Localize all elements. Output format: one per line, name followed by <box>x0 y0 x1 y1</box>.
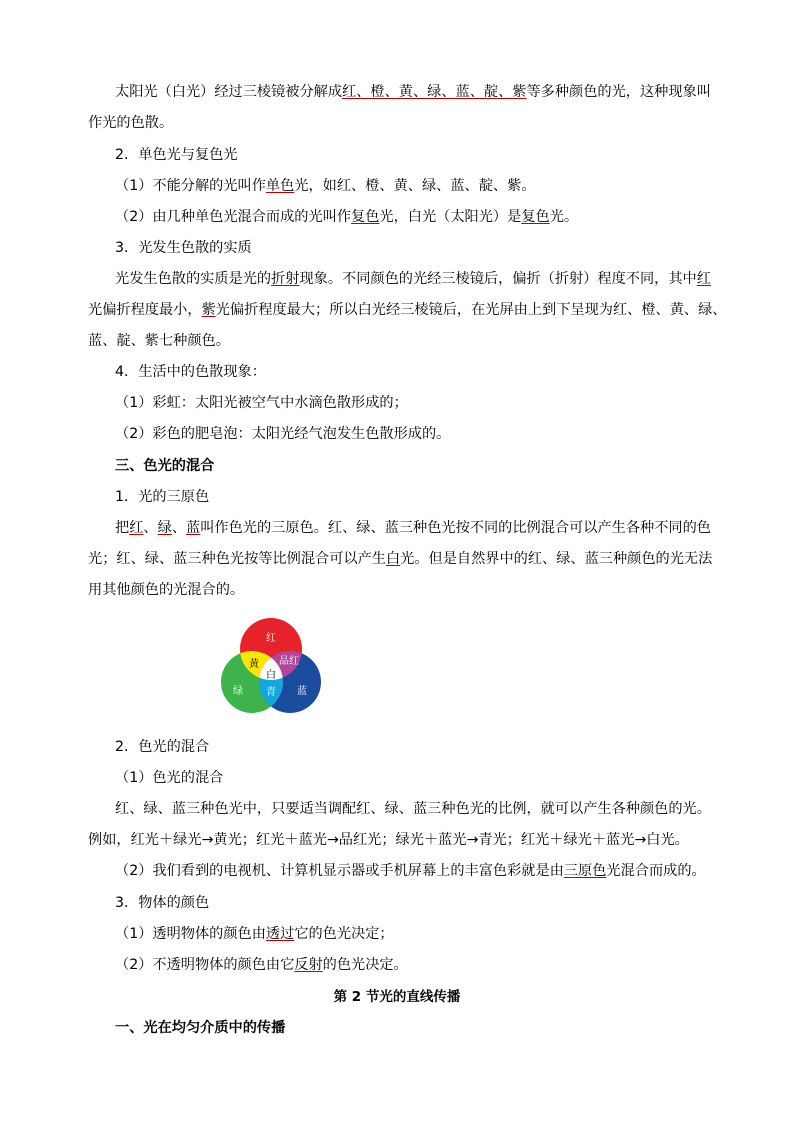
item-monochromatic: （1）不能分解的光叫作单色光，如红、橙、黄、绿、蓝、靛、紫。 <box>115 178 536 194</box>
label-yellow: 黄 <box>249 659 259 670</box>
item-opaque: （2）不透明物体的颜色由它反射的色光决定。 <box>115 957 408 973</box>
item-polychromatic: （2）由几种单色光混合而成的光叫作复色光，白光（太阳光）是复色光。 <box>115 209 579 225</box>
item-transparent: （1）透明物体的颜色由透过它的色光决定； <box>115 926 394 942</box>
heading-light-mixing: 2．色光的混合 <box>115 739 210 755</box>
heading-dispersion-essence: 3．光发生色散的实质 <box>115 240 252 256</box>
paragraph-dispersion: 太阳光（白光）经过三棱镜被分解成红、橙、黄、绿、蓝、靛、紫等多种颜色的光，这种现象叫 <box>115 84 711 100</box>
paragraph-primary-1: 把红、绿、蓝叫作色光的三原色。红、绿、蓝三种色光按不同的比例混合可以产生各种不同的色 <box>115 520 711 536</box>
heading-life-dispersion: 4．生活中的色散现象： <box>115 364 266 380</box>
paragraph-primary-3: 用其他颜色的光混合的。 <box>88 582 245 598</box>
paragraph-mixing-2: 例如，红光＋绿光→黄光；红光＋蓝光→品红光；绿光＋蓝光→青光；红光＋绿光＋蓝光→白光。 <box>88 832 689 848</box>
label-blue: 蓝 <box>297 686 307 697</box>
paragraph-essence-1: 光发生色散的实质是光的折射现象。不同颜色的光经三棱镜后，偏折（折射）程度不同，其中红 <box>115 271 711 287</box>
section-title: 第 2 节光的直线传播 <box>333 989 461 1005</box>
paragraph-essence-2: 光偏折程度最小，紫光偏折程度最大；所以白光经三棱镜后，在光屏由上到下呈现为红、橙、黄、绿、 <box>88 302 727 318</box>
subheading-light-mixing: （1）色光的混合 <box>115 770 224 786</box>
item-soap-bubble: （2）彩色的肥皂泡：太阳光经气泡发生色散形成的。 <box>115 426 451 442</box>
heading-uniform-medium: 一、光在均匀介质中的传播 <box>115 1020 286 1036</box>
label-white: 白 <box>266 670 276 681</box>
heading-color-mixing: 三、色光的混合 <box>115 458 215 474</box>
paragraph-essence-3: 蓝、靛、紫七种颜色。 <box>88 333 230 349</box>
heading-object-color: 3．物体的颜色 <box>115 895 210 911</box>
label-red: 红 <box>266 633 276 644</box>
dispersion-colors: 红、橙、黄、绿、蓝、靛、紫 <box>342 84 527 100</box>
rgb-venn-diagram <box>218 617 324 717</box>
item-screens: （2）我们看到的电视机、计算机显示器或手机屏幕上的丰富色彩就是由三原色光混合而成的。 <box>115 863 706 879</box>
heading-monochromatic: 2．单色光与复色光 <box>115 147 238 163</box>
item-rainbow: （1）彩虹：太阳光被空气中水滴色散形成的； <box>115 395 408 411</box>
heading-primary-colors: 1．光的三原色 <box>115 489 210 505</box>
label-green: 绿 <box>233 686 243 697</box>
paragraph-mixing-1: 红、绿、蓝三种色光中，只要适当调配红、绿、蓝三种色光的比例，就可以产生各种颜色的光。 <box>115 801 711 817</box>
paragraph-primary-2: 光；红、绿、蓝三种色光按等比例混合可以产生白光。但是自然界中的红、绿、蓝三种颜色的光无法 <box>88 551 713 567</box>
label-magenta: 品红 <box>279 656 299 667</box>
paragraph-dispersion-cont: 作光的色散。 <box>88 115 174 131</box>
label-cyan: 青 <box>266 687 276 698</box>
